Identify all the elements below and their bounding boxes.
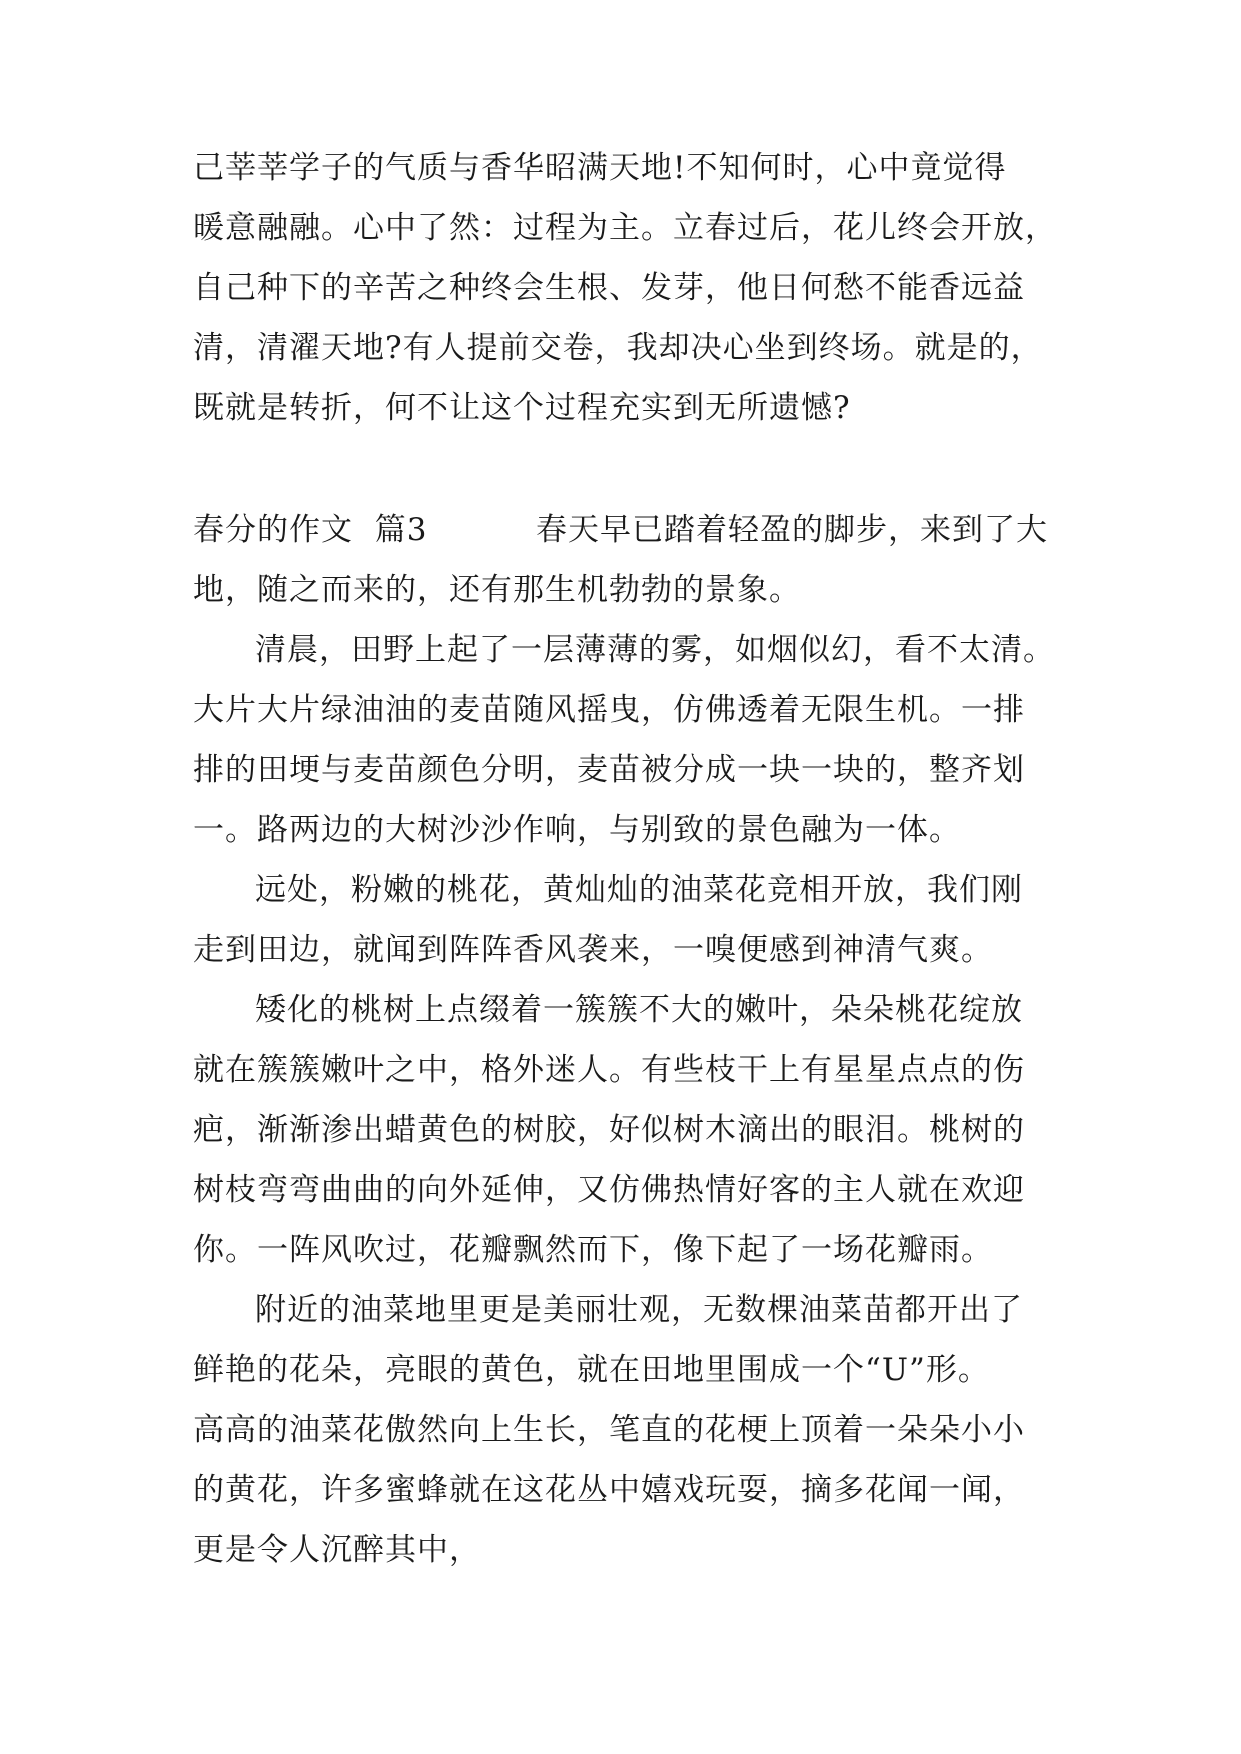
text-line: 高高的油菜花傲然向上生长，笔直的花梗上顶着一朵朵小小: [193, 1412, 1025, 1448]
text-line: 鲜艳的花朵，亮眼的黄色，就在田地里围成一个“U”形。: [193, 1352, 990, 1388]
text-line: 更是令人沉醉其中，: [193, 1532, 481, 1568]
text-line: 排的田埂与麦苗颜色分明，麦苗被分成一块一块的，整齐划: [193, 752, 1025, 788]
paragraph-start-line: 矮化的桃树上点缀着一簇簇不大的嫩叶，朵朵桃花绽放: [255, 992, 1023, 1028]
paragraph-start-line: 附近的油菜地里更是美丽壮观，无数棵油菜苗都开出了: [255, 1292, 1023, 1328]
text-line: 一。路两边的大树沙沙作响，与别致的景色融为一体。: [193, 812, 961, 848]
text-line: 地，随之而来的，还有那生机勃勃的景象。: [193, 572, 801, 608]
text-line: 自己种下的辛苦之种终会生根、发芽，他日何愁不能香远益: [193, 270, 1025, 306]
text-line: 走到田边，就闻到阵阵香风袭来，一嗅便感到神清气爽。: [193, 932, 993, 968]
paragraph-start-line: 清晨，田野上起了一层薄薄的雾，如烟似幻，看不太清。: [255, 632, 1055, 668]
text-line: 大片大片绿油油的麦苗随风摇曳，仿佛透着无限生机。一排: [193, 692, 1025, 728]
text-line: 清，清濯天地?有人提前交卷，我却决心坐到终场。就是的，: [193, 330, 1043, 366]
text-line: 疤，渐渐渗出蜡黄色的树胶，好似树木滴出的眼泪。桃树的: [193, 1112, 1025, 1148]
text-line: 的黄花，许多蜜蜂就在这花丛中嬉戏玩耍，摘多花闻一闻，: [193, 1472, 1025, 1508]
paragraph-start-line: 远处，粉嫩的桃花，黄灿灿的油菜花竞相开放，我们刚: [255, 872, 1023, 908]
text-line: 既就是转折，何不让这个过程充实到无所遗憾?: [193, 390, 851, 426]
text-line: 暖意融融。心中了然：过程为主。立春过后，花儿终会开放，: [193, 210, 1057, 246]
section-heading-line: 春分的作文 篇3 春天早已踏着轻盈的脚步，来到了大: [193, 512, 1048, 548]
text-line: 你。一阵风吹过，花瓣飘然而下，像下起了一场花瓣雨。: [193, 1232, 993, 1268]
text-line: 就在簇簇嫩叶之中，格外迷人。有些枝干上有星星点点的伤: [193, 1052, 1025, 1088]
text-line: 己莘莘学子的气质与香华昭满天地!不知何时，心中竟觉得: [193, 150, 1007, 186]
text-line: 树枝弯弯曲曲的向外延伸，又仿佛热情好客的主人就在欢迎: [193, 1172, 1025, 1208]
